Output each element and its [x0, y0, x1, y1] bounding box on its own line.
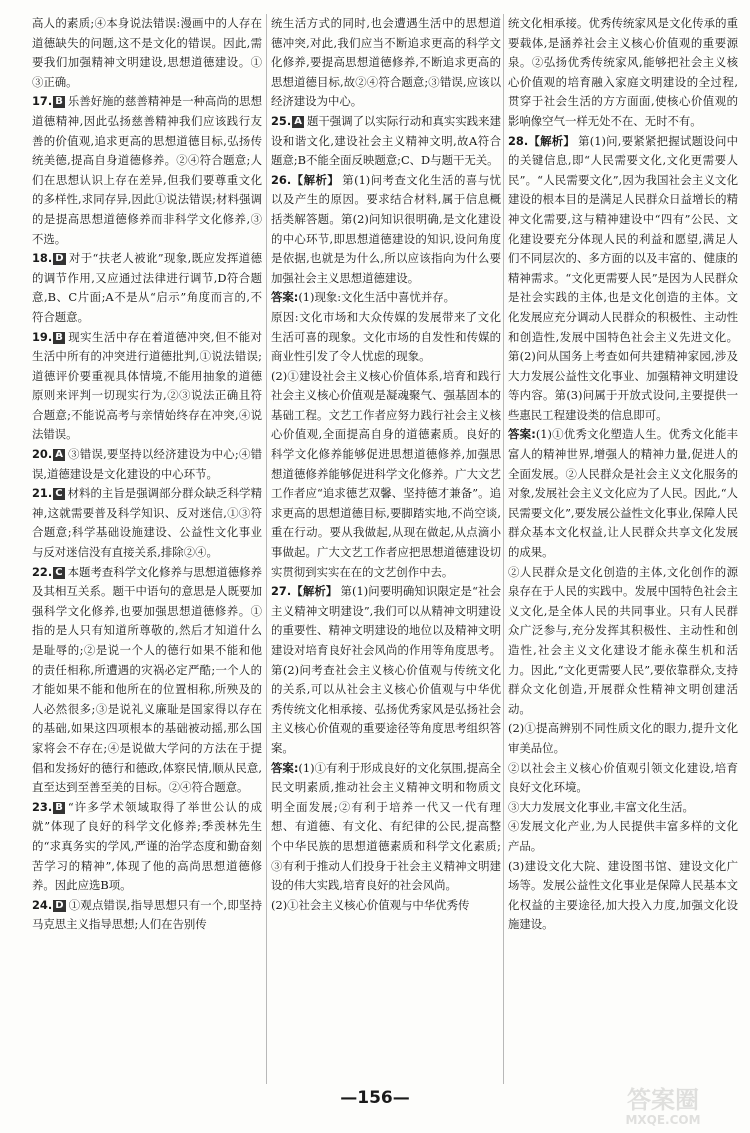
- paragraph: [32, 896, 262, 935]
- answer-choice-badge: D: [55, 253, 64, 265]
- paragraph-text: (1)①优秀文化塑造人生。优秀文化能丰富人的精神世界,增强人的精神力量,促进人的全面发展。②人民群众是社会主义文化服务的对象,发展社会主义文化应为了人民。因此,“人民需要文化”,要发展公益性文化事业,保障人民群众基本文化权益,让人民群众共享文化发展的成果。: [508, 427, 738, 560]
- paragraph-text: 第(1)问,要紧紧把握试题设问中的关键信息,即“人民需要文化,文化更需要人民”。“人民需要文化”,因为我国社会主义文化建设的根本目的是满足人民群众日益增长的精神文化需要,这与精神建设中“四有”公民、文化建设要充分体现人民的利益和愿望,满足人们不同层次的、多方面的以及丰富的、健康的精神需求。“文化更需要人民”是因为人民群众是社会实践的主体,也是文化创造的主体。文化发展应充分调动人民群众的积极性、主动性和创造性,发展中国特色社会主义先进文化。第(2)问从国务上考查如何共建精神家园,涉及大力发展公益性文化事业、加强精神文明建设等内容。第(3)问属于开放式设问,主要提供一些惠民工程建设类的信息即可。: [508, 133, 738, 422]
- paragraph-text: ②以社会主义核心价值观引领文化建设,培育良好文化环境。: [508, 760, 738, 795]
- paragraph: [32, 92, 262, 249]
- question-number: 27.: [271, 584, 292, 599]
- paragraph: [32, 445, 262, 484]
- column-left: [32, 14, 262, 1084]
- paragraph: [508, 817, 738, 856]
- column-right: [508, 14, 738, 1084]
- page-number: —156—: [340, 1088, 410, 1108]
- paragraph: [271, 582, 501, 758]
- analysis-tag: 【解析】: [528, 133, 576, 148]
- paragraph-text: 本题考查科学文化修养与思想道德修养及其相互关系。题干中语句的意思是人既要加强科学文化修养,也要加强思想道德修养。①指的是人只有知道所尊敬的,然后才知道什么是耻辱的;②是说一个人的德行如果不能和他的责任相称,所遭遇的灾祸必定严酷;一个人的才能如果不能和他所在的位置相称,所殃及的人必然很多;③是说礼义廉耻是国家得以存在的基础,如果这四项根本的基础被动摇,那么国家将会不存在;④是说做大学问的方法在于提倡和发扬好的德行和德政,体察民情,顺从民意,直至达到至善至美的目标。②④符合题意。: [32, 564, 262, 795]
- watermark-text-cn: 答案圈: [627, 1086, 699, 1114]
- paragraph-text: 统文化相承接。优秀传统家风是文化传承的重要载体,是涵养社会主义核心价值观的重要源泉。②弘扬优秀传统家风,能够把社会主义核心价值观的培育融入家庭文明建设的全过程,贯穿于社会生活的方方面面,使核心价值观的影响像空气一样无处不在、无时不有。: [508, 16, 738, 128]
- paragraph-text: ③错误,要坚持以经济建设为中心;④错误,道德建设是文化建设的中心环节。: [32, 447, 262, 481]
- question-number: 23.: [32, 799, 53, 814]
- paragraph: [271, 288, 501, 308]
- answer-choice-badge: B: [55, 801, 63, 813]
- paragraph: [32, 328, 262, 446]
- column-divider-right: [503, 14, 504, 1084]
- paragraph-text: (3)建设文化大院、建设图书馆、建设文化广场等。发展公益性文化事业是保障人民基本文化权益的主要途径,加大投入力度,加强文化设施建设。: [508, 858, 738, 932]
- paragraph: [508, 132, 738, 426]
- paragraph-text: 原因:文化市场和大众传媒的发展带来了文化生活可喜的现象。文化市场的自发性和传媒的商业性引发了令人忧虑的现象。: [271, 309, 501, 364]
- paragraph: [508, 14, 738, 132]
- paragraph: [271, 367, 501, 583]
- paragraph: [32, 484, 262, 562]
- question-number: 25.: [271, 113, 292, 128]
- question-number: 21.: [32, 486, 53, 501]
- analysis-tag: 【解析】: [291, 584, 338, 599]
- paragraph-text: (1)现象:文化生活中喜忧并存。: [298, 290, 456, 305]
- paragraph-text: ④发展文化产业,为人民提供丰富多样的文化产品。: [508, 819, 738, 853]
- paragraph: [271, 171, 501, 289]
- paragraph: [508, 425, 738, 562]
- answer-choice-badge: C: [55, 566, 63, 578]
- question-number: 17.: [32, 94, 53, 109]
- paragraph: [508, 857, 738, 935]
- column-middle: [271, 14, 501, 1084]
- answer-label: 答案:: [271, 760, 299, 775]
- paragraph: [271, 14, 501, 112]
- paragraph: [32, 14, 262, 92]
- paragraph: [271, 896, 501, 916]
- answer-choice-badge: D: [55, 899, 64, 911]
- paragraph-text: (2)①建设社会主义核心价值体系,培育和践行社会主义核心价值观是凝魂聚气、强基固本的基础工程。文艺工作者应努力践行社会主义核心价值观,全面提高自身的道德素质。良好的科学文化修养能够促进思想道德修养,加强思想道德修养能够促进科学文化修养。广大文艺工作者应“追求德艺双馨、坚持德才兼备”。追求更高的思想道德目标,要脚踏实地,不尚空谈,重在行动。要从我做起,从现在做起,从点滴小事做起。广大文艺工作者应把思想道德建设切实贯彻到实实在在的文艺创作中去。: [271, 368, 501, 579]
- paragraph-text: (2)①社会主义核心价值观与中华优秀传: [271, 897, 470, 912]
- question-number: 19.: [32, 329, 53, 344]
- paragraph: [508, 563, 738, 720]
- paragraph-text: 材料的主旨是强调部分群众缺乏科学精神,这就需要普及科学知识、反对迷信,①③符合题意;科学基础设施建设、公益性文化事业与反对迷信没有直接关系,排除②④。: [32, 486, 262, 560]
- question-number: 26.: [271, 172, 292, 187]
- paragraph-text: 乐善好施的慈善精神是一种高尚的思想道德精神,因此弘扬慈善精神我们应该践行友善的价值观,追求更高的思想道德目标,弘扬传统美德,提高自身道德修养。②④符合题意;人们在思想认识上存在差异,但我们要尊重文化的多样性,求同存异,因此①说法错误;材料强调的是提高思想道德修养而非科学文化修养,③不选。: [32, 94, 262, 246]
- answer-choice-badge: C: [55, 488, 63, 500]
- paragraph: [508, 798, 738, 818]
- paragraph-text: ②人民群众是文化创造的主体,文化创作的源泉存在于人民的实践中。发展中国特色社会主义文化,是全体人民的共同事业。只有人民群众广泛参与,充分发挥其积极性、主动性和创造性,社会主义文化建设才能永葆生机和活力。因此,“文化更需要人民”,要依靠群众,支持群众文化创造,开展群众性精神文明创建活动。: [508, 564, 738, 716]
- paragraph: [32, 563, 262, 798]
- paragraph-text: 第(1)问要明确知识限定是“社会主义精神文明建设”,我们可以从精神文明建设的重要性、精神文明建设的地位以及精神文明建设对培育良好社会风尚的作用等角度思考。第(2)问考查社会主义核心价值观与传统文化的关系,可以从社会主义核心价值观与中华优秀传统文化相承接、弘扬优秀家风是弘扬社会主义核心价值观的重要途径等角度思考组织答案。: [271, 584, 501, 755]
- paragraph-text: 对于“扶老人被讹”现象,既应发挥道德的调节作用,又应通过法律进行调节,D符合题意,B、C片面;A不是从“启示”角度而言的,不符合题意。: [32, 251, 262, 324]
- paragraph-text: (2)①提高辨别不同性质文化的眼力,提升文化审美品位。: [508, 721, 738, 755]
- watermark-text-en: MXQE.COM: [625, 1113, 701, 1127]
- answer-choice-badge: A: [294, 115, 302, 127]
- question-number: 28.: [508, 133, 529, 148]
- paragraph: [508, 719, 738, 758]
- paragraph: [32, 249, 262, 327]
- paragraph-text: ③大力发展文化事业,丰富文化生活。: [508, 799, 694, 814]
- paragraph-text: 现实生活中存在着道德冲突,但不能对生活中所有的冲突进行道德批判,①说法错误;道德评价要重视具体情境,不能用抽象的道德原则来评判一切现实行为,②③说法正确且符合题意;不能说高考与亲情始终存在冲突,④说法错误。: [32, 329, 262, 442]
- paragraph-text: 高人的素质;④本身说法错误:漫画中的人存在道德缺失的问题,这不是文化的错误。因此,需要我们加强精神文明建设,思想道德建设。①③正确。: [32, 16, 262, 89]
- paragraph-text: 题干强调了以实际行动和真实实践来建设和谐文化,建设社会主义精神文明,故A符合题意;B不能全面反映题意;C、D与题干无关。: [271, 113, 501, 168]
- question-number: 18.: [32, 251, 53, 266]
- paragraph: [32, 798, 262, 896]
- paragraph-text: 统生活方式的同时,也会遭遇生活中的思想道德冲突,对此,我们应当不断追求更高的科学文化修养,要提高思想道德修养,不断追求更高的思想道德目标,故②④符合题意;③错误,应该以经济建设为中心。: [271, 16, 501, 109]
- paragraph: [508, 759, 738, 798]
- answer-choice-badge: B: [55, 331, 63, 343]
- answer-label: 答案:: [508, 427, 536, 442]
- question-number: 22.: [32, 564, 53, 579]
- answer-choice-badge: A: [55, 449, 63, 461]
- column-divider-left: [266, 14, 267, 1084]
- question-number: 24.: [32, 897, 53, 912]
- paragraph-text: 第(1)问考查文化生活的喜与忧以及产生的原因。要求结合材料,属于信息概括类解答题。第(2)问知识很明确,是文化建设的中心环节,即思想道德建设的知识,设问角度是依据,也就是为什么,所以应该指向为什么要加强社会主义思想道德建设。: [271, 172, 501, 285]
- paragraph: [271, 112, 501, 171]
- paragraph-text: “许多学术领域取得了举世公认的成就”体现了良好的科学文化修养;季羡林先生的“求真务实的学风,严谨的治学态度和勤奋刻苦学习的精神”,体现了他的高尚思想道德修养。因此应选B项。: [32, 799, 262, 893]
- paragraph: [271, 759, 501, 896]
- paragraph-text: (1)①有利于形成良好的文化氛围,提高全民文明素质,推动社会主义精神文明和物质文明全面发展;②有利于培养一代又一代有理想、有道德、有文化、有纪律的公民,提高整个中华民族的思想道德素质和科学文化素质;③有利于推动人们投身于社会主义精神文明建设的伟大实践,培育良好的社会风尚。: [271, 760, 501, 893]
- watermark-logo: [588, 1082, 738, 1128]
- paragraph: [271, 308, 501, 367]
- paragraph-text: ①观点错误,指导思想只有一个,即坚持马克思主义指导思想;人们在告别传: [32, 897, 262, 932]
- answer-choice-badge: B: [55, 96, 63, 108]
- answer-label: 答案:: [271, 290, 299, 305]
- question-number: 20.: [32, 447, 53, 462]
- analysis-tag: 【解析】: [291, 172, 340, 187]
